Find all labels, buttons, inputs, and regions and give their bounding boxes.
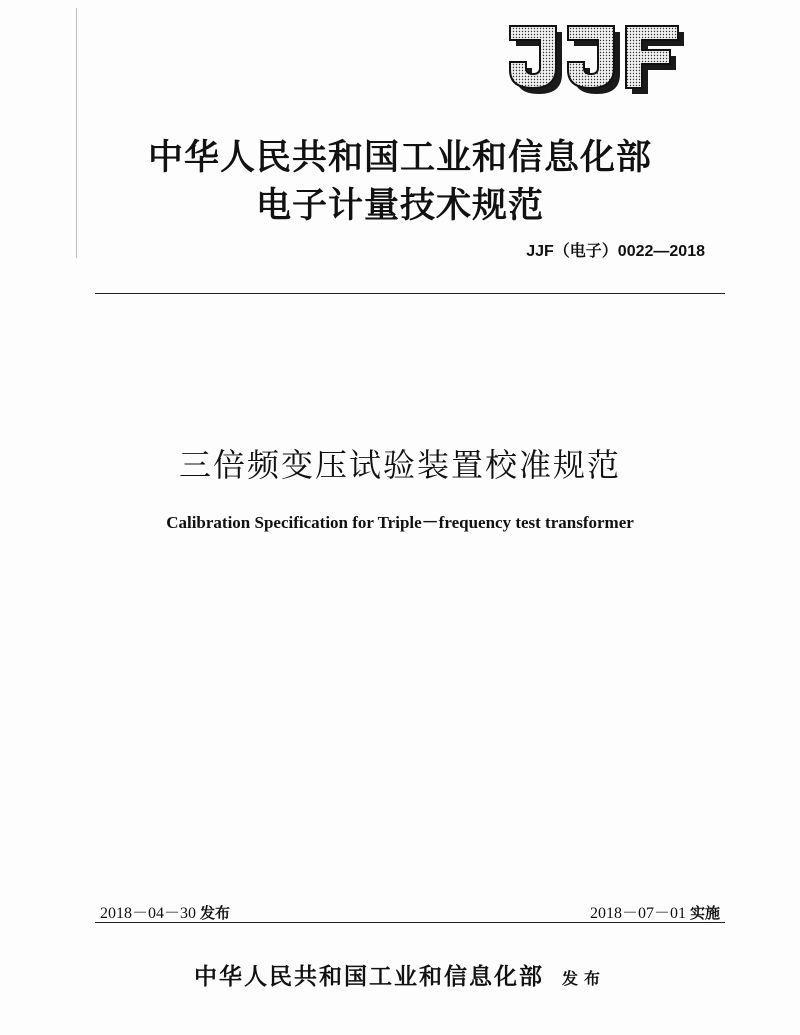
jjf-logo (500, 18, 700, 98)
effective-label: 实施 (689, 904, 720, 922)
publisher-line (0, 958, 800, 991)
issuing-authority: 中华人民共和国工业和信息化部 (147, 137, 652, 178)
publisher-name: 中华人民共和国工业和信息化部 (193, 963, 544, 990)
header-divider (95, 293, 725, 294)
footer-divider (95, 922, 725, 923)
document-title-english: Calibration Specification for Triple－frequency test transformer (166, 513, 634, 532)
document-title-chinese: 三倍频变压试验装置校准规范 (178, 446, 621, 484)
issued-date: 2018－04－30 (100, 905, 197, 922)
effective-date-line (590, 900, 720, 923)
publisher-action: 发布 (561, 969, 606, 988)
standard-code: JJF（电子）0022—2018 (526, 243, 705, 260)
specification-category: 电子计量技术规范 (255, 185, 544, 226)
issued-label: 发布 (200, 904, 231, 922)
effective-date: 2018－07－01 (589, 905, 686, 922)
issued-date-line (100, 900, 230, 923)
